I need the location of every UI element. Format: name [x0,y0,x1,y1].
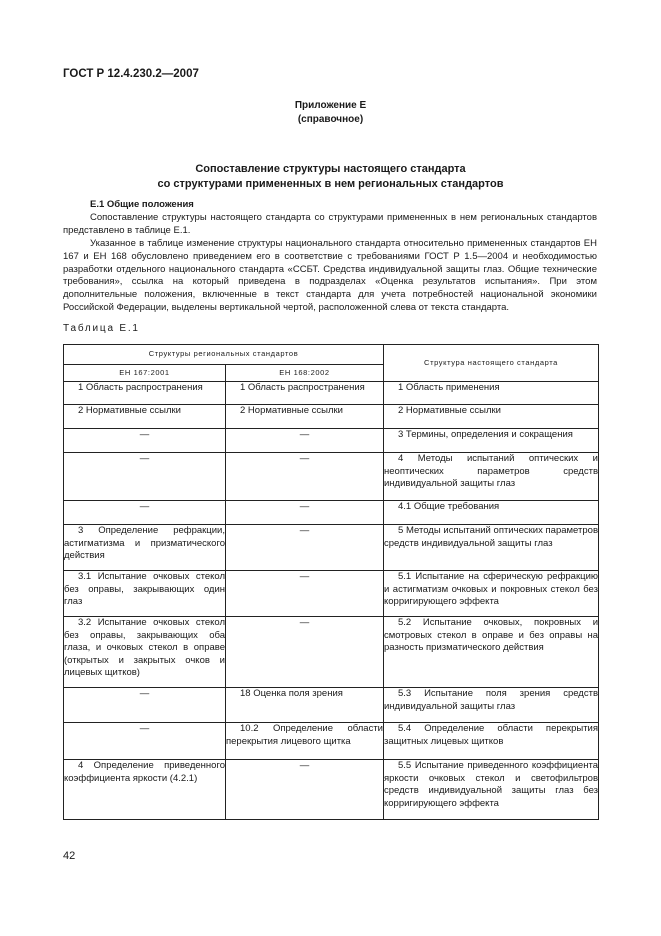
table-body [64,382,599,820]
paragraph-1: Сопоставление структуры настоящего стандарта со структурами примененных в нем региональных стандартов представлено в таблице Е.1. [63,211,597,236]
table-cell-en168: — [226,501,384,525]
table-cell-current: 4 Методы испытаний оптических и неоптических параметров средств индивидуальной защиты глаз [384,453,599,501]
appendix-title [0,162,661,192]
table-row [64,429,599,453]
table-cell-en168: — [226,453,384,501]
group-header: Структуры региональных стандартов [64,345,384,365]
appendix-title-line1: Сопоставление структуры настоящего стандарта [195,163,466,175]
table-cell-en167: 3 Определение рефракции, астигматизма и призматического действия [64,525,226,571]
table-cell-en167: 4 Определение приведенного коэффициента яркости (4.2.1) [64,760,226,820]
table-cell-en168: — [226,525,384,571]
table-row [64,453,599,501]
table-cell-en167: 3.1 Испытание очковых стекол без оправы, закрывающих один глаз [64,571,226,617]
table-cell-en167: — [64,429,226,453]
table-cell-en167: — [64,501,226,525]
table-cell-en167: — [64,723,226,760]
table-cell-en168: — [226,571,384,617]
table-cell-en167: 1 Область распространения [64,382,226,405]
table-row [64,688,599,723]
table-cell-current: 5.4 Определение области перекрытия защитных лицевых щитков [384,723,599,760]
table-row [64,501,599,525]
appendix-title-line2: со структурами примененных в нем региональных стандартов [157,178,504,190]
column-header-en167: ЕН 167:2001 [64,365,226,382]
table-cell-current: 5 Методы испытаний оптических параметров средств индивидуальной защиты глаз [384,525,599,571]
table-cell-current: 2 Нормативные ссылки [384,405,599,429]
table-row [64,382,599,405]
paragraph-2: Указанное в таблице изменение структуры национального стандарта относительно примененных стандартов ЕН 167 и ЕН 168 обусловлено приведением его в соответствие с требованиями ГОСТ Р 1.5—2004 и необходимостью разработки отдельного национального стандарта «ССБТ. Средства индивидуальной защиты глаз. Общие технические требования», ссылка на который приведена в подразделах «Оценка результатов испытания». При этом дополнительные положения, включенные в текст стандарта для учета потребностей национальной экономики Российской Федерации, выделены вертикальной чертой, расположенной слева от текста стандарта. [63,237,597,314]
page-number: 42 [63,850,76,862]
table-caption: Таблица Е.1 [63,323,140,334]
table-cell-current: 1 Область применения [384,382,599,405]
table-cell-en167: 3.2 Испытание очковых стекол без оправы, закрывающих оба глаза, и очковых стекол в оправе (открытых и закрытых очков и лицевых щитков) [64,617,226,688]
table-cell-current: 5.5 Испытание приведенного коэффициента яркости очковых стекол и светофильтров средств индивидуальной защиты глаз без корригирующего эффекта [384,760,599,820]
table-cell-current: 5.2 Испытание очковых, покровных и смотровых стекол в оправе и без оправы на разность призматического действия [384,617,599,688]
table-row [64,723,599,760]
table-cell-current: 5.3 Испытание поля зрения средств индивидуальной защиты глаз [384,688,599,723]
table-cell-en168: 18 Оценка поля зрения [226,688,384,723]
table-cell-en167: 2 Нормативные ссылки [64,405,226,429]
table-cell-en168: 1 Область распространения [226,382,384,405]
appendix-label: Приложение Е [294,100,367,111]
table-cell-en168: 10.2 Определение области перекрытия лицевого щитка [226,723,384,760]
column-header-en168: ЕН 168:2002 [226,365,384,382]
table-cell-en168: 2 Нормативные ссылки [226,405,384,429]
table-row [64,525,599,571]
table-row [64,571,599,617]
section-heading: Е.1 Общие положения [90,199,194,210]
appendix-type: (справочное) [297,114,364,125]
document-code: ГОСТ Р 12.4.230.2—2007 [63,68,199,80]
table-cell-current: 4.1 Общие требования [384,501,599,525]
table-cell-en167: — [64,453,226,501]
table-cell-en168: — [226,760,384,820]
column-header-current-standard: Структура настоящего стандарта [384,345,599,382]
table-cell-en168: — [226,429,384,453]
table-row [64,617,599,688]
table-row [64,405,599,429]
table-row [64,760,599,820]
table-cell-current: 3 Термины, определения и сокращения [384,429,599,453]
appendix-heading [0,99,661,127]
comparison-table [63,344,599,820]
table-cell-en167: — [64,688,226,723]
section-body [63,199,597,315]
table-cell-current: 5.1 Испытание на сферическую рефракцию и астигматизм очковых и покровных стекол без корригирующего эффекта [384,571,599,617]
table-cell-en168: — [226,617,384,688]
